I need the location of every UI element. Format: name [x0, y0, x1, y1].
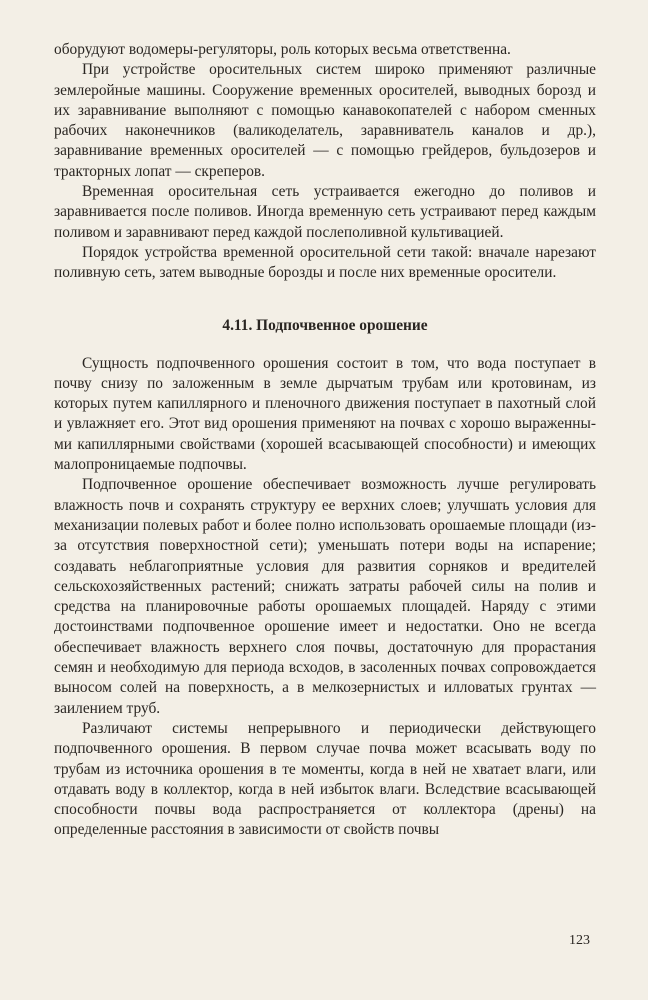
paragraph-subsurface-essence: Сущность подпочвенного орошения состоит в том, что вода поступает в почву снизу по заложенным в земле дырчатым трубам или кротовинам, из которых путем капиллярного и пленочного движения поступает в пахотный слой и увлажняет его. Этот вид орошения применяют на почвах с хорошо выраженными капиллярными свойствами (хорошей всасывающей способности) и имеющих малопроницаемые подпочвы.: [54, 354, 596, 474]
page-number: 123: [569, 933, 590, 948]
paragraph-advantages-drawbacks: Подпочвенное орошение обеспечивает возможность лучше регулировать влажность почв и сохранять структуру ее верхних слоев; улучшать условия для механизации полевых работ и более полно использовать орошаемые площади (из-за отсутствия поверхностной сети); уменьшать потери воды на испарение; создавать неблагоприятные условия для развития сорняков и вредителей сельскохозяйственных растений; снижать затраты рабочей силы на полив и средства на планировочные работы орошаемых площадей. Наряду с этими достоинствами подпочвенное орошение имеет и недостатки. Оно не всегда обеспечивает влажность верхнего слоя почвы, достаточную для прорастания семян и необходимую для периода всходов, в засоленных почвах сопровождается выносом солей на поверхность, а в мелкозернистых и илловатых грунтах — заилением труб.: [54, 476, 596, 717]
paragraph-construction-order: Порядок устройства временной оросительной сети такой: вначале нарезают поливную сеть, затем выводные борозды и после них временные оросители.: [54, 243, 596, 282]
text-before-heading: [54, 40, 596, 284]
paragraph-system-types: Различают системы непрерывного и периодически действующего подпочвенного орошения. В первом случае почва может всасывать воду по трубам из источника орошения в те моменты, когда в ней не хватает влаги, или отдавать воду в коллектор, когда в ней избыток влаги. Вследствие всасывающей способности почвы вода распространяется от коллектора (дрены) на определенные расстояния в зависимости от свойств почвы: [54, 719, 596, 839]
section-heading: 4.11. Подпочвенное орошение: [222, 316, 428, 334]
paragraph-earthmoving-machines: При устройстве оросительных систем широко применяют различные землеройные машины. Сооружение временных оросителей, выводных борозд и их заравнивание выполняют с помощью канавокопателей с набором сменных рабочих наконечников (валикоделатель, заравниватель каналов и др.), заравнивание временных оросителей — с помощью грейдеров, бульдозеров и тракторных лопат — скреперов.: [54, 61, 596, 180]
paragraph-continuation: оборудуют водомеры-регуляторы, роль которых весьма ответственна.: [54, 41, 511, 58]
paragraph-temporary-network: Временная оросительная сеть устраивается ежегодно до поливов и заравнивается после поливов. Иногда временную сеть устраивают перед каждым поливом и заравнивают перед каждой послеполивной культивацией.: [54, 183, 596, 241]
text-after-heading: [54, 354, 596, 841]
